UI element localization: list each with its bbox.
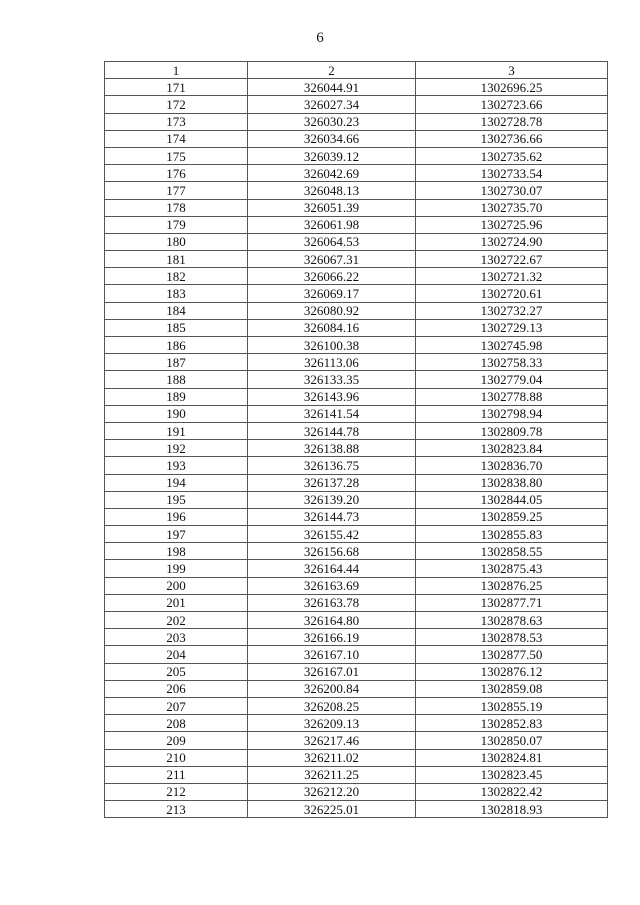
table-row — [105, 612, 608, 629]
y-coordinate-cell: 1302736.66 — [416, 130, 608, 147]
y-coordinate-cell: 1302778.88 — [416, 388, 608, 405]
y-coordinate-cell: 1302844.05 — [416, 491, 608, 508]
y-coordinate-cell: 1302725.96 — [416, 216, 608, 233]
table-row — [105, 354, 608, 371]
table-row — [105, 629, 608, 646]
table-row — [105, 182, 608, 199]
x-coordinate-cell: 326156.68 — [248, 543, 416, 560]
y-coordinate-cell: 1302735.62 — [416, 147, 608, 164]
point-number-cell: 191 — [105, 422, 248, 439]
table-body — [105, 79, 608, 818]
point-number-cell: 190 — [105, 405, 248, 422]
x-coordinate-cell: 326034.66 — [248, 130, 416, 147]
y-coordinate-cell: 1302721.32 — [416, 268, 608, 285]
y-coordinate-cell: 1302824.81 — [416, 749, 608, 766]
table-row — [105, 801, 608, 818]
y-coordinate-cell: 1302818.93 — [416, 801, 608, 818]
y-coordinate-cell: 1302875.43 — [416, 560, 608, 577]
y-coordinate-cell: 1302859.08 — [416, 680, 608, 697]
x-coordinate-cell: 326030.23 — [248, 113, 416, 130]
y-coordinate-cell: 1302876.12 — [416, 663, 608, 680]
x-coordinate-cell: 326051.39 — [248, 199, 416, 216]
point-number-cell: 189 — [105, 388, 248, 405]
y-coordinate-cell: 1302859.25 — [416, 508, 608, 525]
y-coordinate-cell: 1302876.25 — [416, 577, 608, 594]
table-row — [105, 594, 608, 611]
x-coordinate-cell: 326042.69 — [248, 165, 416, 182]
y-coordinate-cell: 1302855.83 — [416, 526, 608, 543]
page-number: 6 — [316, 30, 324, 46]
x-coordinate-cell: 326039.12 — [248, 147, 416, 164]
point-number-cell: 185 — [105, 319, 248, 336]
table-row — [105, 697, 608, 714]
x-coordinate-cell: 326166.19 — [248, 629, 416, 646]
y-coordinate-cell: 1302838.80 — [416, 474, 608, 491]
y-coordinate-cell: 1302722.67 — [416, 251, 608, 268]
table-row — [105, 457, 608, 474]
point-number-cell: 201 — [105, 594, 248, 611]
x-coordinate-cell: 326066.22 — [248, 268, 416, 285]
y-coordinate-cell: 1302696.25 — [416, 79, 608, 96]
x-coordinate-cell: 326064.53 — [248, 233, 416, 250]
table-row — [105, 147, 608, 164]
point-number-cell: 210 — [105, 749, 248, 766]
point-number-cell: 208 — [105, 715, 248, 732]
x-coordinate-cell: 326061.98 — [248, 216, 416, 233]
point-number-cell: 196 — [105, 508, 248, 525]
y-coordinate-cell: 1302745.98 — [416, 337, 608, 354]
table-row — [105, 508, 608, 525]
table-row — [105, 79, 608, 96]
table-row — [105, 130, 608, 147]
table-row — [105, 199, 608, 216]
y-coordinate-cell: 1302836.70 — [416, 457, 608, 474]
y-coordinate-cell: 1302858.55 — [416, 543, 608, 560]
table-row — [105, 319, 608, 336]
point-number-cell: 183 — [105, 285, 248, 302]
x-coordinate-cell: 326139.20 — [248, 491, 416, 508]
table-row — [105, 440, 608, 457]
y-coordinate-cell: 1302823.84 — [416, 440, 608, 457]
table-row — [105, 646, 608, 663]
point-number-cell: 194 — [105, 474, 248, 491]
x-coordinate-cell: 326209.13 — [248, 715, 416, 732]
point-number-cell: 200 — [105, 577, 248, 594]
table-row — [105, 491, 608, 508]
y-coordinate-cell: 1302724.90 — [416, 233, 608, 250]
point-number-cell: 213 — [105, 801, 248, 818]
x-coordinate-cell: 326100.38 — [248, 337, 416, 354]
point-number-cell: 177 — [105, 182, 248, 199]
point-number-cell: 199 — [105, 560, 248, 577]
point-number-cell: 209 — [105, 732, 248, 749]
x-coordinate-cell: 326133.35 — [248, 371, 416, 388]
x-coordinate-cell: 326164.80 — [248, 612, 416, 629]
x-coordinate-cell: 326141.54 — [248, 405, 416, 422]
point-number-cell: 175 — [105, 147, 248, 164]
table-row — [105, 577, 608, 594]
point-number-cell: 212 — [105, 783, 248, 800]
point-number-cell: 184 — [105, 302, 248, 319]
point-number-cell: 182 — [105, 268, 248, 285]
y-coordinate-cell: 1302732.27 — [416, 302, 608, 319]
x-coordinate-cell: 326144.73 — [248, 508, 416, 525]
point-number-cell: 204 — [105, 646, 248, 663]
point-number-cell: 192 — [105, 440, 248, 457]
point-number-cell: 173 — [105, 113, 248, 130]
x-coordinate-cell: 326048.13 — [248, 182, 416, 199]
point-number-cell: 187 — [105, 354, 248, 371]
table-row — [105, 715, 608, 732]
x-coordinate-cell: 326164.44 — [248, 560, 416, 577]
y-coordinate-cell: 1302850.07 — [416, 732, 608, 749]
x-coordinate-cell: 326113.06 — [248, 354, 416, 371]
point-number-cell: 197 — [105, 526, 248, 543]
table-row — [105, 526, 608, 543]
x-coordinate-cell: 326084.16 — [248, 319, 416, 336]
table-row — [105, 783, 608, 800]
x-coordinate-cell: 326027.34 — [248, 96, 416, 113]
column-header-2: 2 — [248, 62, 416, 79]
y-coordinate-cell: 1302729.13 — [416, 319, 608, 336]
x-coordinate-cell: 326167.01 — [248, 663, 416, 680]
point-number-cell: 207 — [105, 697, 248, 714]
table-row — [105, 96, 608, 113]
column-header-3: 3 — [416, 62, 608, 79]
y-coordinate-cell: 1302852.83 — [416, 715, 608, 732]
point-number-cell: 179 — [105, 216, 248, 233]
x-coordinate-cell: 326212.20 — [248, 783, 416, 800]
x-coordinate-cell: 326067.31 — [248, 251, 416, 268]
y-coordinate-cell: 1302723.66 — [416, 96, 608, 113]
table-header-row — [105, 62, 608, 79]
table-row — [105, 405, 608, 422]
table-row — [105, 663, 608, 680]
point-number-cell: 171 — [105, 79, 248, 96]
y-coordinate-cell: 1302878.53 — [416, 629, 608, 646]
y-coordinate-cell: 1302730.07 — [416, 182, 608, 199]
x-coordinate-cell: 326044.91 — [248, 79, 416, 96]
x-coordinate-cell: 326143.96 — [248, 388, 416, 405]
x-coordinate-cell: 326200.84 — [248, 680, 416, 697]
column-header-1: 1 — [105, 62, 248, 79]
y-coordinate-cell: 1302877.50 — [416, 646, 608, 663]
x-coordinate-cell: 326211.25 — [248, 766, 416, 783]
table-row — [105, 560, 608, 577]
point-number-cell: 176 — [105, 165, 248, 182]
table-row — [105, 371, 608, 388]
x-coordinate-cell: 326138.88 — [248, 440, 416, 457]
point-number-cell: 202 — [105, 612, 248, 629]
x-coordinate-cell: 326163.69 — [248, 577, 416, 594]
point-number-cell: 205 — [105, 663, 248, 680]
table-row — [105, 113, 608, 130]
x-coordinate-cell: 326137.28 — [248, 474, 416, 491]
table-row — [105, 422, 608, 439]
y-coordinate-cell: 1302809.78 — [416, 422, 608, 439]
table-row — [105, 216, 608, 233]
table-row — [105, 543, 608, 560]
point-number-cell: 195 — [105, 491, 248, 508]
point-number-cell: 180 — [105, 233, 248, 250]
table-row — [105, 749, 608, 766]
y-coordinate-cell: 1302878.63 — [416, 612, 608, 629]
point-number-cell: 211 — [105, 766, 248, 783]
point-number-cell: 193 — [105, 457, 248, 474]
y-coordinate-cell: 1302720.61 — [416, 285, 608, 302]
y-coordinate-cell: 1302779.04 — [416, 371, 608, 388]
table-row — [105, 474, 608, 491]
table-row — [105, 337, 608, 354]
x-coordinate-cell: 326155.42 — [248, 526, 416, 543]
table-row — [105, 285, 608, 302]
x-coordinate-cell: 326136.75 — [248, 457, 416, 474]
x-coordinate-cell: 326211.02 — [248, 749, 416, 766]
point-number-cell: 206 — [105, 680, 248, 697]
table-row — [105, 302, 608, 319]
table-row — [105, 732, 608, 749]
y-coordinate-cell: 1302733.54 — [416, 165, 608, 182]
point-number-cell: 174 — [105, 130, 248, 147]
table-row — [105, 165, 608, 182]
x-coordinate-cell: 326225.01 — [248, 801, 416, 818]
point-number-cell: 203 — [105, 629, 248, 646]
table-row — [105, 680, 608, 697]
table-row — [105, 268, 608, 285]
x-coordinate-cell: 326144.78 — [248, 422, 416, 439]
y-coordinate-cell: 1302855.19 — [416, 697, 608, 714]
point-number-cell: 198 — [105, 543, 248, 560]
table-row — [105, 251, 608, 268]
y-coordinate-cell: 1302798.94 — [416, 405, 608, 422]
y-coordinate-cell: 1302735.70 — [416, 199, 608, 216]
point-number-cell: 186 — [105, 337, 248, 354]
point-number-cell: 172 — [105, 96, 248, 113]
y-coordinate-cell: 1302758.33 — [416, 354, 608, 371]
y-coordinate-cell: 1302822.42 — [416, 783, 608, 800]
x-coordinate-cell: 326167.10 — [248, 646, 416, 663]
x-coordinate-cell: 326080.92 — [248, 302, 416, 319]
x-coordinate-cell: 326208.25 — [248, 697, 416, 714]
point-number-cell: 181 — [105, 251, 248, 268]
coordinates-table — [104, 61, 608, 818]
y-coordinate-cell: 1302823.45 — [416, 766, 608, 783]
table-row — [105, 766, 608, 783]
x-coordinate-cell: 326163.78 — [248, 594, 416, 611]
table-row — [105, 233, 608, 250]
y-coordinate-cell: 1302877.71 — [416, 594, 608, 611]
point-number-cell: 188 — [105, 371, 248, 388]
x-coordinate-cell: 326069.17 — [248, 285, 416, 302]
point-number-cell: 178 — [105, 199, 248, 216]
y-coordinate-cell: 1302728.78 — [416, 113, 608, 130]
x-coordinate-cell: 326217.46 — [248, 732, 416, 749]
table-row — [105, 388, 608, 405]
